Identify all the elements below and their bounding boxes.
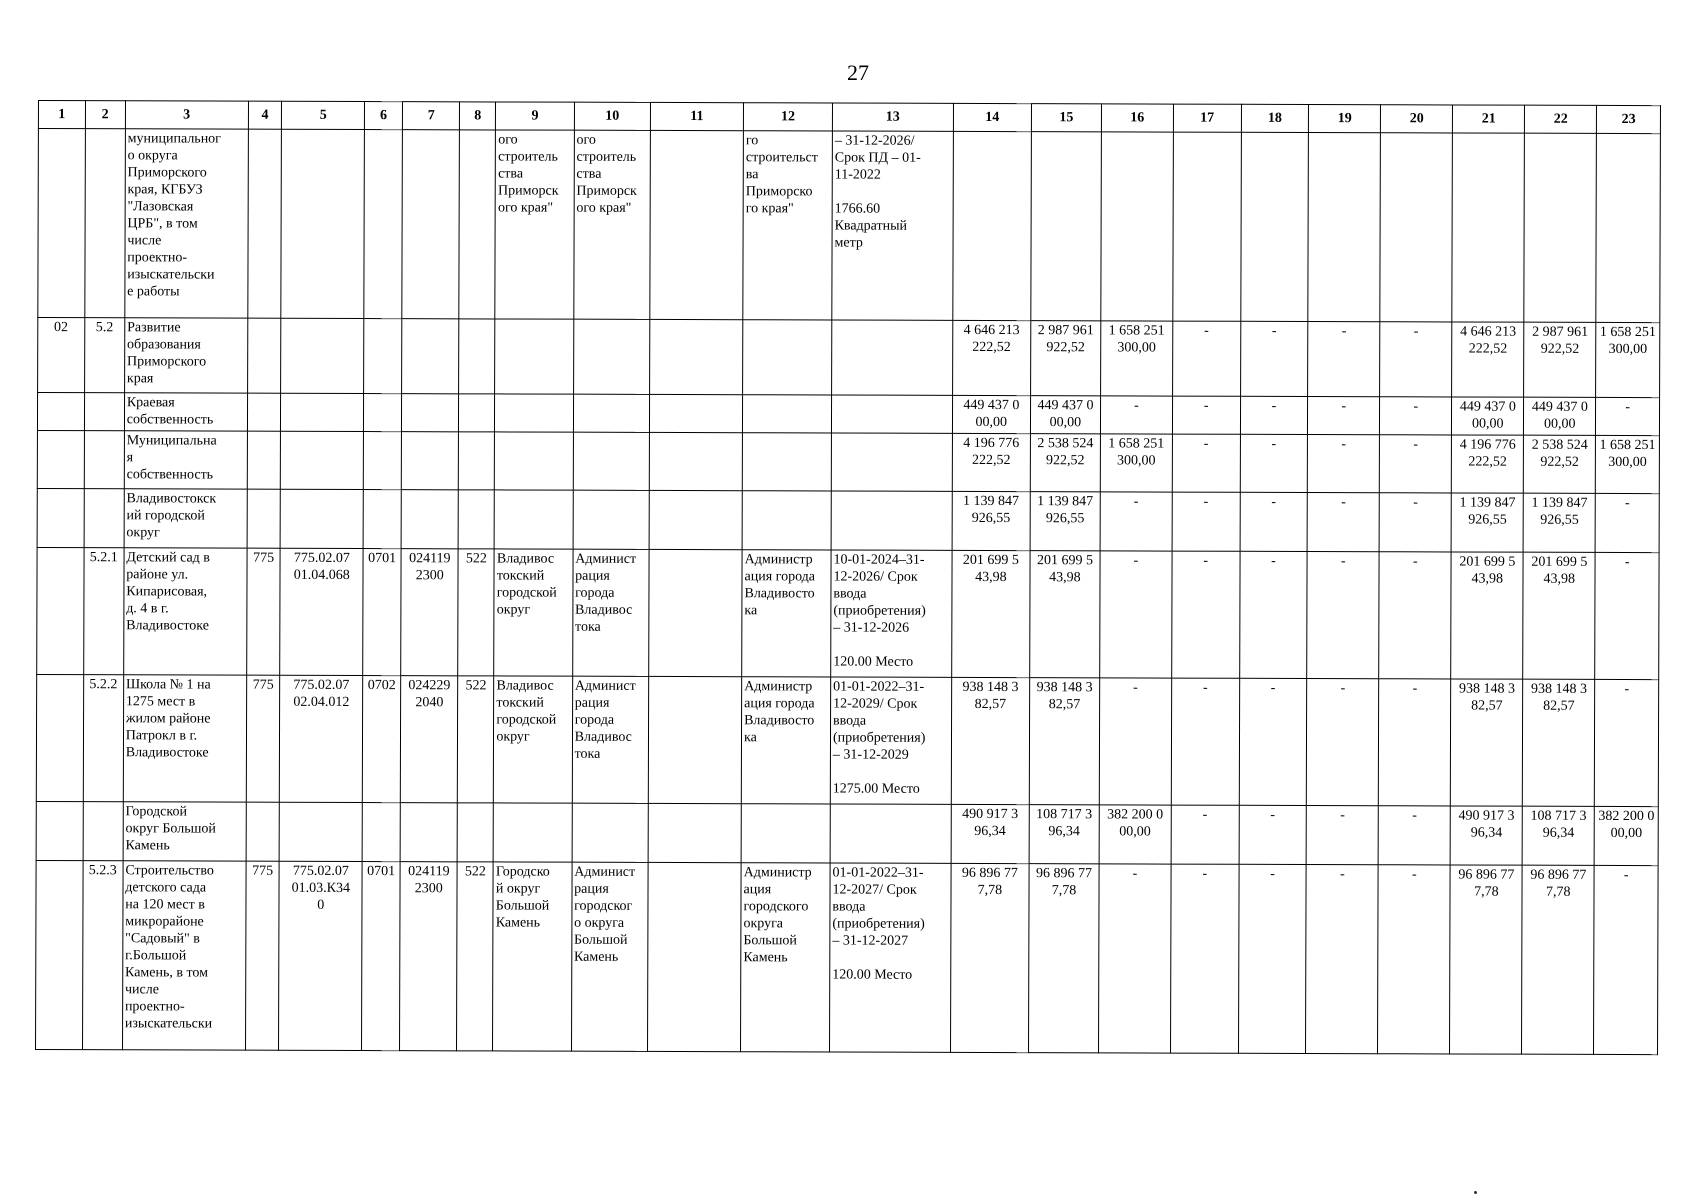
- table-row-cont: [38, 129, 1661, 323]
- cell-col-4: [247, 129, 281, 318]
- cell-col-21: 201 699 5 43,98: [1451, 552, 1523, 679]
- cell-col-13: [832, 320, 953, 395]
- cell-col-11: [648, 676, 742, 803]
- cell-col-11: [649, 490, 742, 549]
- cell-col-11: [650, 130, 744, 319]
- cell-col-10: [572, 803, 648, 862]
- cell-col-17: -: [1171, 805, 1239, 864]
- cell-col-4: 775: [246, 548, 280, 675]
- cell-col-9: Владивос токский городской округ: [494, 676, 573, 803]
- cell-col-19: -: [1307, 492, 1379, 551]
- cell-col-6: [363, 490, 401, 549]
- cell-col-12: [743, 395, 832, 433]
- cell-col-3: Краевая собственность: [124, 393, 247, 431]
- cell-col-5: 775.02.07 02.04.012: [280, 675, 363, 802]
- cell-col-9: Владивос токский городской округ: [494, 549, 573, 676]
- cell-col-8: [459, 130, 496, 319]
- cell-col-5: [280, 802, 363, 861]
- cell-col-8: [458, 490, 494, 549]
- cell-col-18: -: [1240, 434, 1308, 492]
- cell-col-21: 449 437 0 00,00: [1452, 397, 1524, 435]
- cell-col-9: Городско й округ Большой Камень: [493, 862, 572, 1051]
- cell-col-8: 522: [458, 676, 494, 803]
- cell-col-16: -: [1099, 678, 1171, 805]
- cell-col-19: -: [1306, 864, 1379, 1053]
- cell-col-19: [1308, 132, 1381, 321]
- cell-col-1: [37, 488, 84, 547]
- cell-col-12: [743, 320, 832, 395]
- cell-col-21: 96 896 77 7,78: [1450, 865, 1523, 1054]
- cell-col-22: [1524, 133, 1597, 322]
- cell-col-6: [364, 130, 403, 319]
- cell-col-10: [573, 319, 649, 394]
- table-row-bk: [36, 801, 1658, 865]
- cell-col-17: -: [1172, 321, 1240, 396]
- cell-col-10: [573, 432, 649, 490]
- cell-col-13: – 31-12-2026/ Срок ПД – 01- 11-2022 1766.60 Квадратный метр: [832, 131, 953, 320]
- cell-col-17: -: [1171, 678, 1239, 805]
- table-row-522: [36, 674, 1658, 806]
- cell-col-7: [402, 394, 459, 432]
- cell-col-23: -: [1595, 493, 1659, 552]
- cell-col-22: 108 717 3 96,34: [1522, 806, 1594, 865]
- cell-col-23: -: [1595, 679, 1659, 806]
- cell-col-4: 775: [246, 675, 280, 802]
- cell-col-20: -: [1380, 322, 1452, 397]
- cell-col-11: [648, 803, 741, 862]
- cell-col-22: 2 987 961 922,52: [1524, 322, 1596, 397]
- column-header-19: 19: [1309, 104, 1381, 132]
- cell-col-20: -: [1380, 397, 1452, 435]
- cell-col-14: 4 646 213 222,52: [952, 320, 1031, 395]
- cell-col-18: [1240, 132, 1308, 321]
- cell-col-2: 5.2: [84, 318, 124, 393]
- cell-col-18: -: [1239, 551, 1307, 678]
- column-header-20: 20: [1381, 105, 1453, 133]
- cell-col-20: -: [1379, 679, 1451, 806]
- cell-col-4: [246, 802, 280, 861]
- table-row-521: [37, 547, 1659, 679]
- cell-col-14: 490 917 3 96,34: [951, 804, 1030, 863]
- cell-col-23: 1 658 251 300,00: [1596, 435, 1660, 493]
- cell-col-19: -: [1308, 396, 1380, 434]
- cell-col-12: [741, 804, 830, 863]
- column-header-11: 11: [650, 102, 743, 130]
- column-header-2: 2: [85, 101, 125, 129]
- cell-col-10: [573, 394, 649, 432]
- cell-col-23: 382 200 0 00,00: [1594, 806, 1658, 865]
- cell-col-15: 2 987 961 922,52: [1031, 321, 1101, 396]
- cell-col-20: -: [1380, 435, 1452, 493]
- cell-col-6: [364, 394, 402, 432]
- column-header-17: 17: [1173, 104, 1241, 132]
- cell-col-15: 2 538 524 922,52: [1030, 434, 1100, 492]
- cell-col-10: Админист рация городског о округа Большой Камень: [571, 862, 648, 1051]
- cell-col-9: [493, 803, 572, 862]
- cell-col-2: [84, 431, 124, 489]
- cell-col-18: -: [1240, 321, 1308, 396]
- cell-col-11: [649, 394, 742, 432]
- cell-col-3: Школа № 1 на 1275 мест в жилом районе Патрокл в г. Владивостоке: [123, 675, 246, 802]
- cell-col-20: -: [1379, 493, 1451, 552]
- cell-col-15: 201 699 5 43,98: [1030, 551, 1100, 678]
- cell-col-21: 938 148 3 82,57: [1451, 679, 1523, 806]
- cell-col-4: 775: [245, 861, 279, 1050]
- cell-col-18: -: [1239, 805, 1307, 864]
- column-header-14: 14: [953, 103, 1031, 131]
- cell-col-8: 522: [458, 549, 494, 676]
- column-header-12: 12: [743, 103, 832, 131]
- cell-col-7: 024229 2040: [400, 676, 458, 803]
- table-body: [36, 129, 1661, 1055]
- cell-col-23: [1596, 133, 1660, 322]
- column-header-10: 10: [574, 102, 650, 130]
- cell-col-16: -: [1098, 864, 1171, 1053]
- cell-col-16: -: [1100, 396, 1172, 434]
- table-row-kr: [37, 393, 1659, 436]
- cell-col-20: [1380, 133, 1453, 322]
- cell-col-4: [247, 489, 281, 548]
- cell-col-6: [362, 803, 400, 862]
- cell-col-14: 96 896 77 7,78: [950, 863, 1029, 1052]
- cell-col-8: [457, 803, 493, 862]
- cell-col-4: [247, 431, 281, 489]
- cell-col-18: -: [1240, 492, 1308, 551]
- cell-col-1: [37, 430, 84, 488]
- cell-col-13: [831, 491, 952, 550]
- cell-col-21: [1452, 133, 1525, 322]
- cell-col-2: [84, 393, 124, 431]
- cell-col-5: [281, 431, 364, 489]
- cell-col-8: 522: [457, 862, 494, 1051]
- column-header-5: 5: [282, 101, 365, 129]
- cell-col-9: ого строитель ства Приморск ого края": [495, 130, 574, 319]
- column-header-6: 6: [364, 102, 402, 130]
- column-header-18: 18: [1241, 104, 1309, 132]
- cell-col-15: 108 717 3 96,34: [1029, 805, 1099, 864]
- table-row-mun: [37, 430, 1659, 493]
- cell-col-19: -: [1308, 434, 1380, 492]
- cell-col-11: [647, 862, 741, 1051]
- cell-col-12: Администр ация города Владивосто ка: [742, 550, 831, 677]
- cell-col-2: 5.2.1: [83, 548, 124, 675]
- cell-col-7: [400, 803, 457, 862]
- cell-col-22: 201 699 5 43,98: [1523, 552, 1595, 679]
- column-header-9: 9: [496, 102, 574, 130]
- cell-col-9: [495, 394, 573, 432]
- cell-col-16: 382 200 0 00,00: [1099, 805, 1171, 864]
- cell-col-23: 1 658 251 300,00: [1596, 322, 1660, 397]
- cell-col-16: -: [1100, 492, 1172, 551]
- cell-col-13: 01-01-2022–31- 12-2029/ Срок ввода (приобретения) – 31-12-2029 1275.00 Место: [830, 677, 951, 804]
- cell-col-12: го строительст ва Приморско го края": [743, 131, 833, 320]
- cell-col-14: 4 196 776 222,52: [952, 433, 1031, 491]
- cell-col-1: 02: [38, 318, 85, 393]
- cell-col-19: -: [1306, 805, 1378, 864]
- cell-col-7: 024119 2300: [400, 862, 458, 1051]
- cell-col-14: [952, 131, 1031, 320]
- cell-col-22: 1 139 847 926,55: [1523, 493, 1595, 552]
- cell-col-22: 96 896 77 7,78: [1522, 865, 1595, 1054]
- cell-col-2: 5.2.2: [83, 675, 124, 802]
- cell-col-12: [742, 433, 831, 491]
- cell-col-6: 0701: [362, 862, 401, 1051]
- column-header-22: 22: [1525, 105, 1597, 133]
- table-row-vl: [37, 488, 1659, 552]
- cell-col-16: 1 658 251 300,00: [1100, 321, 1172, 396]
- cell-col-6: 0702: [362, 676, 401, 803]
- page-number: 27: [847, 60, 869, 85]
- column-header-8: 8: [460, 102, 496, 130]
- cell-col-21: 4 646 213 222,52: [1452, 322, 1524, 397]
- cell-col-5: 775.02.07 01.04.068: [280, 548, 363, 675]
- cell-col-13: [831, 433, 952, 491]
- cell-col-7: 024119 2300: [401, 549, 459, 676]
- cell-col-2: [84, 489, 124, 548]
- cell-col-9: [495, 432, 574, 490]
- cell-col-6: 0701: [363, 549, 402, 676]
- cell-col-13: 10-01-2024–31- 12-2026/ Срок ввода (приобретения) – 31-12-2026 120.00 Место: [831, 550, 952, 677]
- cell-col-1: [36, 860, 83, 1049]
- cell-col-3: муниципальног о округа Приморского края, КГБУЗ "Лазовская ЦРБ", в том числе проектно- изыскательски е работы: [125, 129, 248, 318]
- cell-col-17: -: [1172, 492, 1240, 551]
- cell-col-3: Владивостокск ий городской округ: [124, 489, 247, 548]
- cell-col-9: [495, 319, 574, 394]
- cell-col-20: -: [1378, 865, 1451, 1054]
- budget-table: [35, 100, 1661, 1055]
- cell-col-17: -: [1172, 551, 1240, 678]
- column-header-15: 15: [1031, 104, 1101, 132]
- cell-col-1: [38, 129, 85, 318]
- cell-col-3: Строительство детского сада на 120 мест в микрорайоне "Садовый" в г.Большой Камень, в том числе проектно- изыскательски: [122, 861, 245, 1050]
- cell-col-16: [1101, 132, 1174, 321]
- cell-col-19: -: [1307, 678, 1379, 805]
- column-header-7: 7: [403, 102, 460, 130]
- cell-col-11: [649, 432, 742, 490]
- cell-col-5: 775.02.07 01.03.К34 0: [279, 861, 362, 1050]
- cell-col-10: Админист рация города Владивос тока: [572, 549, 649, 676]
- cell-col-23: -: [1594, 865, 1658, 1054]
- cell-col-23: -: [1596, 397, 1660, 435]
- scan-speck: [1474, 1191, 1477, 1194]
- cell-col-7: [402, 319, 459, 394]
- cell-col-20: -: [1378, 806, 1450, 865]
- cell-col-17: -: [1172, 434, 1240, 492]
- cell-col-18: -: [1240, 396, 1308, 434]
- cell-col-13: [830, 804, 951, 863]
- cell-col-14: 201 699 5 43,98: [951, 550, 1030, 677]
- cell-col-7: [401, 490, 458, 549]
- table-row-523: [36, 860, 1659, 1054]
- column-header-13: 13: [832, 103, 953, 131]
- cell-col-6: [364, 319, 402, 394]
- cell-col-17: -: [1170, 864, 1238, 1053]
- cell-col-8: [459, 319, 495, 394]
- cell-col-18: -: [1239, 678, 1307, 805]
- cell-col-14: 1 139 847 926,55: [952, 491, 1031, 550]
- cell-col-2: [84, 129, 125, 318]
- cell-col-22: 2 538 524 922,52: [1524, 435, 1596, 493]
- cell-col-3: Развитие образования Приморского края: [124, 318, 247, 393]
- cell-col-12: [742, 491, 831, 550]
- cell-col-1: [37, 393, 84, 431]
- cell-col-16: -: [1100, 551, 1172, 678]
- cell-col-4: [247, 318, 281, 393]
- cell-col-21: 1 139 847 926,55: [1451, 493, 1523, 552]
- cell-col-14: 938 148 3 82,57: [951, 677, 1030, 804]
- column-header-3: 3: [125, 101, 248, 129]
- cell-col-2: [83, 802, 123, 861]
- cell-col-10: [573, 490, 649, 549]
- cell-col-5: [281, 318, 364, 393]
- cell-col-8: [459, 394, 495, 432]
- column-header-4: 4: [248, 101, 282, 129]
- cell-col-7: [401, 432, 458, 490]
- column-header-16: 16: [1101, 104, 1173, 132]
- cell-col-15: 1 139 847 926,55: [1030, 492, 1100, 551]
- cell-col-3: Муниципальна я собственность: [124, 431, 247, 489]
- cell-col-18: -: [1238, 864, 1306, 1053]
- cell-col-15: [1031, 132, 1101, 321]
- cell-col-10: ого строитель ства Приморск ого края": [573, 130, 650, 319]
- cell-col-6: [363, 432, 401, 490]
- cell-col-15: 938 148 3 82,57: [1029, 678, 1099, 805]
- cell-col-19: -: [1308, 321, 1380, 396]
- cell-col-22: 938 148 3 82,57: [1523, 679, 1595, 806]
- cell-col-13: 01-01-2022–31- 12-2027/ Срок ввода (приобретения) – 31-12-2027 120.00 Место: [829, 863, 950, 1052]
- cell-col-8: [459, 432, 495, 490]
- column-header-1: 1: [38, 101, 85, 129]
- cell-col-12: Администр ация города Владивосто ка: [741, 677, 830, 804]
- cell-col-5: [281, 489, 364, 548]
- cell-col-23: -: [1595, 552, 1659, 679]
- cell-col-7: [402, 130, 460, 319]
- cell-col-9: [494, 490, 573, 549]
- cell-col-10: Админист рация города Владивос тока: [572, 676, 649, 803]
- cell-col-11: [649, 319, 742, 394]
- cell-col-16: 1 658 251 300,00: [1100, 434, 1172, 492]
- cell-col-14: 449 437 0 00,00: [952, 395, 1030, 433]
- cell-col-20: -: [1379, 552, 1451, 679]
- cell-col-19: -: [1307, 551, 1379, 678]
- cell-col-1: [36, 674, 83, 801]
- cell-col-17: [1173, 132, 1241, 321]
- cell-col-5: [281, 129, 364, 318]
- cell-col-22: 449 437 0 00,00: [1524, 397, 1596, 435]
- cell-col-13: [831, 395, 952, 433]
- cell-col-15: 449 437 0 00,00: [1030, 396, 1100, 434]
- cell-col-1: [36, 801, 83, 860]
- cell-col-21: 4 196 776 222,52: [1452, 435, 1524, 493]
- cell-col-21: 490 917 3 96,34: [1450, 806, 1522, 865]
- cell-col-15: 96 896 77 7,78: [1029, 864, 1099, 1053]
- cell-col-5: [281, 393, 364, 431]
- cell-col-2: 5.2.3: [82, 861, 123, 1050]
- column-header-23: 23: [1597, 105, 1661, 133]
- cell-col-17: -: [1172, 396, 1240, 434]
- column-header-21: 21: [1453, 105, 1525, 133]
- cell-col-1: [37, 547, 84, 674]
- cell-col-12: Администр ация городского округа Большой Камень: [741, 863, 831, 1052]
- table-row-52: [38, 318, 1660, 398]
- cell-col-4: [247, 393, 281, 431]
- cell-col-11: [649, 549, 743, 676]
- cell-col-3: Детский сад в районе ул. Кипарисовая, д. 4 в г. Владивостоке: [123, 548, 246, 675]
- cell-col-3: Городской округ Большой Камень: [123, 802, 246, 861]
